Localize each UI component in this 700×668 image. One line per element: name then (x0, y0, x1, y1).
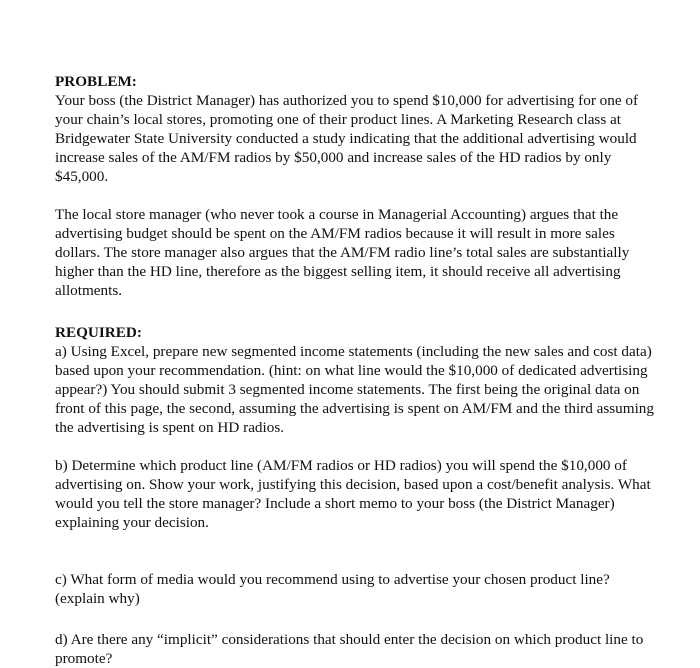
required-part-b: b) Determine which product line (AM/FM radios or HD radios) you will spend the $10,000 of advertising on. Show your work, justifying this decision, based upon a cost/benefit analysis. What would you tell the store manager? Include a short memo to your boss (the District Manager) explaining your decision. (55, 457, 651, 531)
problem-heading: PROBLEM: (55, 73, 137, 90)
spacer (55, 437, 655, 456)
required-part-a: a) Using Excel, prepare new segmented income statements (including the new sales and cost data) based upon your recommendation. (hint: on what line would the $10,000 of dedicated advertising appear?) You should submit 3 segmented income statements. The first being the original data on front of this page, the second, assuming the advertising is spent on AM/FM and the third assuming the advertising is spent on HD radios. (55, 343, 654, 436)
spacer (55, 186, 655, 205)
problem-paragraph-2: The local store manager (who never took a course in Managerial Accounting) argues that the advertising budget should be spent on the AM/FM radios because it will result in more sales dollars. The store manager also argues that the AM/FM radio line’s total sales are substantially higher than the HD line, therefore as the biggest selling item, it should receive all advertising allotments. (55, 206, 630, 299)
spacer (55, 300, 655, 319)
required-heading: REQUIRED: (55, 324, 142, 341)
problem-paragraph-1: Your boss (the District Manager) has authorized you to spend $10,000 for advertising for one of your chain’s local stores, promoting one of their product lines. A Marketing Research class at Bridgewater State University conducted a study indicating that the additional advertising would increase sales of the AM/FM radios by $50,000 and increase sales of the HD radios by only $45,000. (55, 92, 639, 185)
spacer (55, 608, 655, 630)
spacer (55, 532, 655, 570)
required-part-c: c) What form of media would you recommend using to advertise your chosen product line? (explain why) (55, 571, 610, 607)
document-page (55, 72, 655, 668)
required-part-d: d) Are there any “implicit” considerations that should enter the decision on which product line to promote? (55, 631, 644, 667)
